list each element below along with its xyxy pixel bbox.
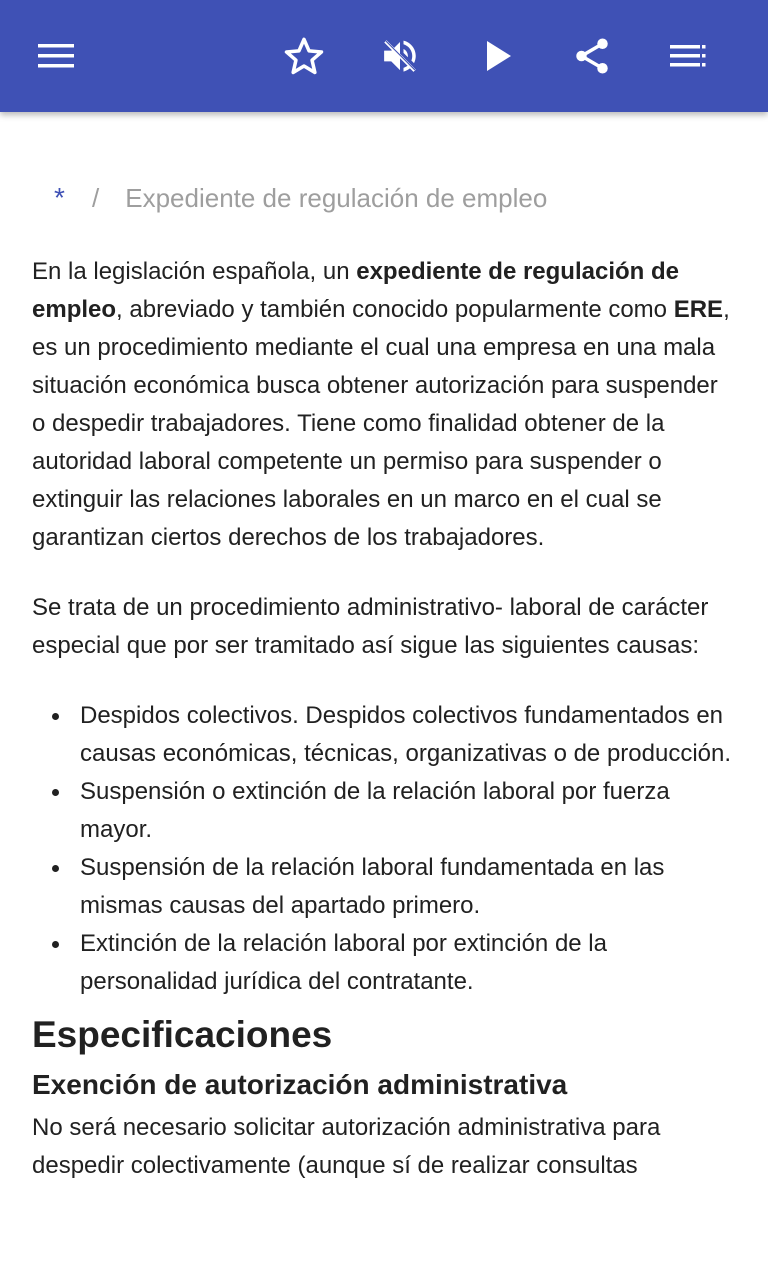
causes-list — [32, 697, 736, 1001]
list-item: Despidos colectivos. Despidos colectivos fundamentados en causas económicas, técnicas, organizativas o de producción. — [80, 697, 736, 773]
star-outline-icon — [283, 35, 325, 77]
intro-bold-term: expediente de regulación de empleo — [32, 258, 679, 323]
breadcrumb — [32, 178, 736, 218]
menu-icon — [36, 41, 76, 71]
share-icon — [571, 35, 613, 77]
article-content[interactable] — [0, 112, 768, 1280]
causes-intro-paragraph: Se trata de un procedimiento administrativo- laboral de carácter especial que por ser tramitado así sigue las siguientes causas: — [32, 594, 709, 659]
breadcrumb-home-link[interactable]: * — [54, 182, 65, 213]
list-item: Suspensión de la relación laboral fundamentada en las mismas causas del apartado primero. — [80, 849, 736, 925]
breadcrumb-separator: / — [92, 182, 100, 213]
intro-text-3: , es un procedimiento mediante el cual una empresa en una mala situación económica busca obtener autorización para suspender o despedir trabajadores. Tiene como finalidad obtener de la autoridad laboral competente un permiso para suspender o extinguir las relaciones laborales en un marco en el cual se garantizan ciertos derechos de los trabajadores. — [32, 296, 730, 551]
contents-button[interactable] — [658, 26, 718, 86]
app-toolbar — [0, 0, 768, 112]
intro-paragraph — [32, 253, 736, 557]
intro-bold-acronym: ERE — [673, 296, 724, 323]
play-button[interactable] — [468, 26, 528, 86]
play-icon — [483, 39, 513, 73]
list-item: Extinción de la relación laboral por extinción de la personalidad jurídica del contratante. — [80, 925, 736, 1001]
intro-text-2: , abreviado y también conocido popularmente como — [116, 296, 674, 323]
favorite-button[interactable] — [274, 26, 334, 86]
list-item: Suspensión o extinción de la relación laboral por fuerza mayor. — [80, 773, 736, 849]
share-button[interactable] — [562, 26, 622, 86]
section-heading: Especificaciones — [32, 1014, 333, 1055]
exemption-paragraph: No será necesario solicitar autorización administrativa para despedir colectivamente (aunque sí de realizar consultas — [32, 1114, 661, 1179]
breadcrumb-current: Expediente de regulación de empleo — [125, 182, 548, 213]
list-icon — [668, 42, 708, 70]
mute-button[interactable] — [370, 26, 430, 86]
menu-button[interactable] — [26, 26, 86, 86]
volume-off-icon — [379, 35, 421, 77]
intro-text-1: En la legislación española, un — [32, 258, 357, 285]
subsection-heading: Exención de autorización administrativa — [32, 1069, 568, 1100]
